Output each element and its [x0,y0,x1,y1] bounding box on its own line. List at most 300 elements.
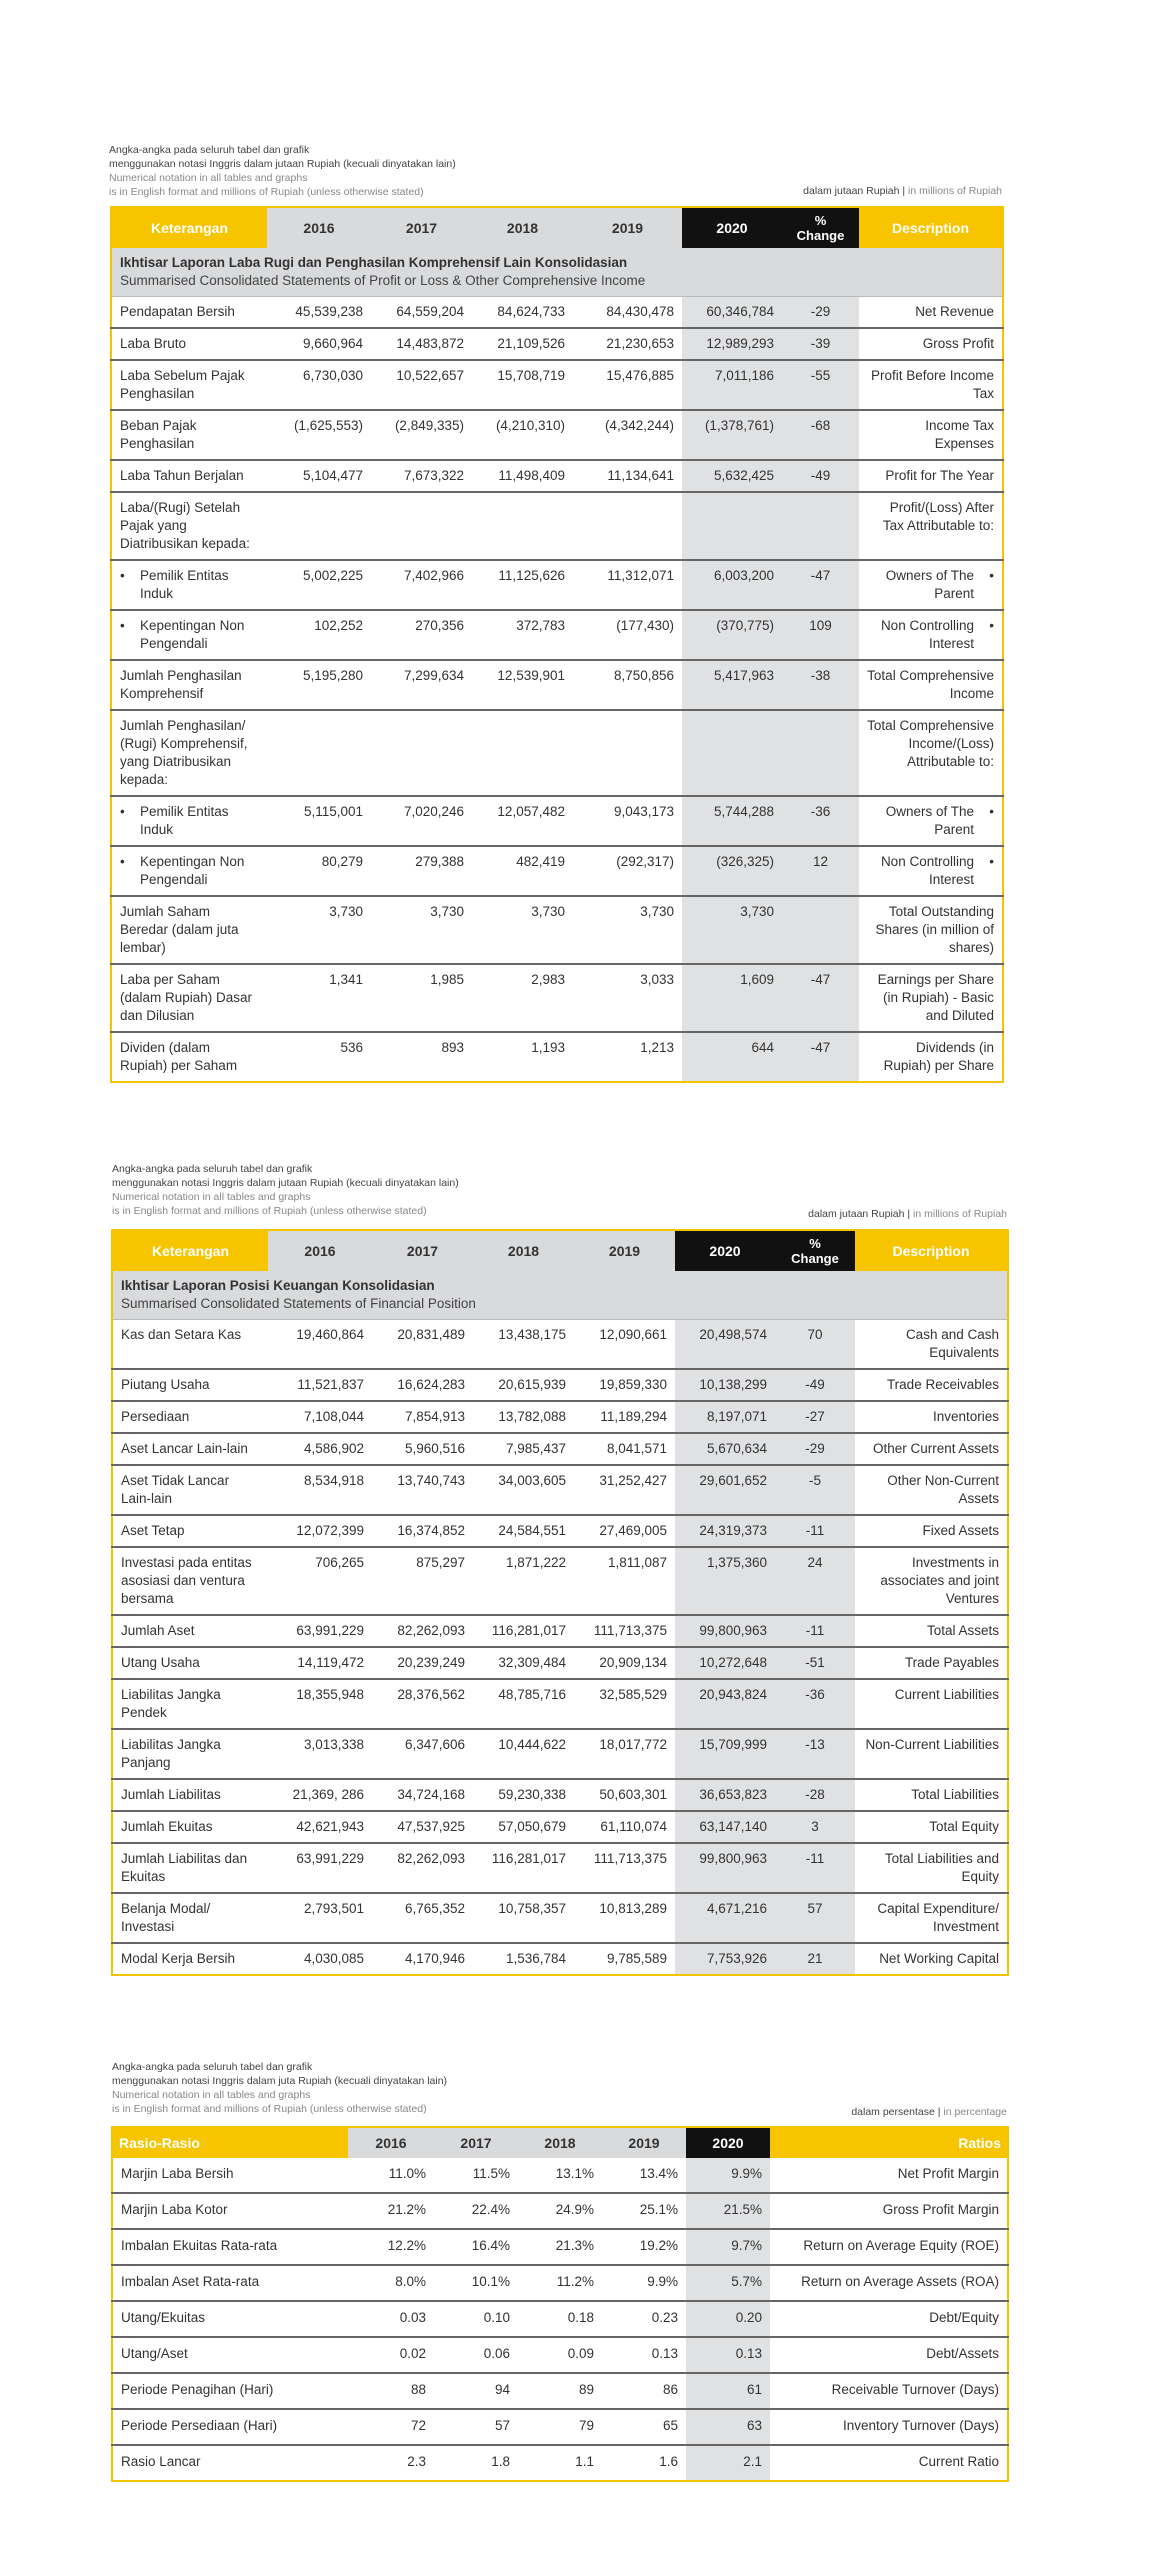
value-2018: 13,438,175 [473,1320,574,1370]
value-2020: 1,609 [682,964,782,1032]
table-row [111,964,1003,1032]
change-top: % [814,213,827,228]
col-2018: 2018 [473,1230,574,1271]
table-row [112,2193,1008,2229]
row-label-id: Liabilitas Jangka Pendek [112,1679,268,1729]
value-change [782,896,859,964]
value-2020: 1,375,360 [675,1547,775,1615]
table-row [112,1811,1008,1843]
value-2017: 1,985 [371,964,472,1032]
col-2019: 2019 [573,207,682,248]
row-label-id: Jumlah Penghasilan Komprehensif [111,660,267,710]
bullet-description [867,617,994,653]
value-2020: 24,319,373 [675,1515,775,1547]
value-2019: (177,430) [573,610,682,660]
row-label-id: Investasi pada entitas asosiasi dan ventura bersama [112,1547,268,1615]
unit-label-2 [808,1208,1007,1220]
value-2017: 6,765,352 [372,1893,473,1943]
value-change: -49 [782,460,859,492]
table-row [111,297,1003,329]
row-label-id: Pendapatan Bersih [111,297,267,329]
ratios-table [111,2126,1009,2482]
value-2019: 25.1% [602,2193,686,2229]
value-2020: 9.7% [686,2229,770,2265]
value-change [782,710,859,796]
value-2016: 12,072,399 [268,1515,372,1547]
value-2017: 7,854,913 [372,1401,473,1433]
value-2020: 10,272,648 [675,1647,775,1679]
value-2017: 4,170,946 [404,1951,465,1966]
value-2019: 13.4% [602,2158,686,2193]
value-2020: 5.7% [686,2265,770,2301]
value-2018: 1,871,222 [473,1547,574,1615]
value-2016: 63,991,229 [268,1843,372,1893]
row-label-id: Kas dan Setara Kas [112,1320,268,1370]
value-change: -49 [775,1369,855,1401]
value-2016: 2,793,501 [268,1893,372,1943]
value-2018: 1.1 [575,2454,594,2469]
table-row [112,2337,1008,2373]
col-2019: 2019 [602,2127,686,2158]
row-label-id: Beban Pajak Penghasilan [111,410,267,460]
value-2016: 7,108,044 [268,1401,372,1433]
table-row [112,1320,1008,1370]
row-label-id: Periode Persediaan (Hari) [112,2409,348,2445]
value-change: -55 [782,360,859,410]
value-2018: 84,624,733 [472,297,573,329]
value-2019: 8,041,571 [574,1433,675,1465]
bullet-icon: • [989,804,994,819]
note-line-1: Angka-angka pada seluruh tabel dan grafik [109,144,310,156]
value-2019 [573,710,682,796]
value-change: -11 [775,1843,855,1893]
note-line-4: is in English format and millions of Rupiah (unless otherwise stated) [112,2103,427,2115]
value-2018: 1,193 [531,1040,565,1055]
value-2016: 6,730,030 [267,360,371,410]
col-description: Description [855,1230,1008,1271]
section-title-row [111,248,1003,297]
value-2017: 82,262,093 [372,1843,473,1893]
value-2018: 3,730 [472,896,573,964]
ratio-rows [112,2158,1008,2481]
bullet-icon: • [120,618,125,633]
value-2020: 7,753,926 [675,1943,775,1975]
table-row [112,1433,1008,1465]
row-label-en: Earnings per Share (in Rupiah) - Basic and Diluted [859,964,1003,1032]
value-2017: 57 [434,2409,518,2445]
row-label-id: Jumlah Penghasilan/ (Rugi) Komprehensif, yang Diatribusikan kepada: [111,710,267,796]
table-row [112,1843,1008,1893]
value-2020: 21.5% [686,2193,770,2229]
value-2016: 5,104,477 [267,460,371,492]
bullet-icon: • [989,618,994,633]
table-row [112,2445,1008,2481]
row-label-en: Cash and Cash Equivalents [855,1320,1008,1370]
bullet-label [120,567,259,603]
value-2019: 12,090,661 [574,1320,675,1370]
value-2017: 7,020,246 [371,796,472,846]
row-label-en: Debt/Equity [770,2301,1008,2337]
value-2020: 5,670,634 [675,1433,775,1465]
value-2017: 1.8 [491,2454,510,2469]
row-label-en: Trade Payables [855,1647,1008,1679]
row-label-id: Periode Penagihan (Hari) [112,2373,348,2409]
row-label-en: Inventory Turnover (Days) [770,2409,1008,2445]
value-2019: 15,476,885 [573,360,682,410]
col-change [782,207,859,248]
value-2017: 0.10 [434,2301,518,2337]
row-description-text: Owners of The Parent [885,568,974,601]
value-2020: 20,943,824 [675,1679,775,1729]
value-2016: 5,195,280 [267,660,371,710]
value-2019: 1.6 [659,2454,678,2469]
value-2018: 11,125,626 [472,560,573,610]
value-2020: (326,325) [682,846,782,896]
table-row [112,1779,1008,1811]
value-change: 24 [775,1547,855,1615]
row-label-id: Aset Tetap [112,1515,268,1547]
value-2020: 6,003,200 [682,560,782,610]
value-2020: 2.1 [686,2445,770,2481]
change-bottom: Change [796,228,845,243]
table-row [112,1515,1008,1547]
value-change: -68 [782,410,859,460]
value-change: 21 [775,1943,855,1975]
row-label-id: Marjin Laba Bersih [112,2158,348,2193]
value-2018: 0.18 [518,2301,602,2337]
unit-en: in millions of Rupiah [913,1208,1007,1220]
bullet-label [120,853,259,889]
row-label-en: Net Profit Margin [770,2158,1008,2193]
value-change: -27 [775,1401,855,1433]
note-line-4: is in English format and millions of Rupiah (unless otherwise stated) [109,186,424,198]
value-2019: 21,230,653 [573,328,682,360]
value-2019: 18,017,772 [574,1729,675,1779]
row-label-en: Total Equity [855,1811,1008,1843]
col-description: Description [859,207,1003,248]
value-2020: 644 [682,1032,782,1082]
value-2019: 10,813,289 [574,1893,675,1943]
row-label-id: Laba/(Rugi) Setelah Pajak yang Diatribusikan kepada: [111,492,267,560]
value-2019: 11,189,294 [574,1401,675,1433]
value-change: -51 [775,1647,855,1679]
bullet-icon: • [989,854,994,869]
value-2016: 3,013,338 [268,1729,372,1779]
value-2016: 19,460,864 [268,1320,372,1370]
value-2017: 64,559,204 [371,297,472,329]
value-2016: 11.0% [348,2158,434,2193]
value-2020: 63,147,140 [675,1811,775,1843]
value-2020: 9.9% [686,2158,770,2193]
value-2020: 20,498,574 [675,1320,775,1370]
note-line-3: Numerical notation in all tables and graphs [112,2089,311,2101]
value-2019: 32,585,529 [574,1679,675,1729]
value-2017: 7,402,966 [371,560,472,610]
value-2019: 19,859,330 [574,1369,675,1401]
value-change: -13 [775,1729,855,1779]
value-2016: 21,369, 286 [268,1779,372,1811]
value-2018 [472,492,573,560]
value-2016: 102,252 [267,610,371,660]
row-label-id: Rasio Lancar [121,2454,201,2469]
value-2020: 7,011,186 [682,360,782,410]
value-2016: 8.0% [348,2265,434,2301]
value-2016: 45,539,238 [267,297,371,329]
table-row [111,1032,1003,1082]
value-2016: 8,534,918 [268,1465,372,1515]
row-label-en: Capital Expenditure/ Investment [855,1893,1008,1943]
value-change: 57 [775,1893,855,1943]
unit-id: dalam persentase [851,2106,935,2118]
value-2020: (1,378,761) [682,410,782,460]
bullet-description [867,567,994,603]
unit-en: in millions of Rupiah [908,185,1002,197]
value-change: -39 [782,328,859,360]
row-description-text: Non Controlling Interest [880,618,974,651]
table-header-row [112,1230,1008,1271]
col-2018: 2018 [518,2127,602,2158]
table-row [112,2373,1008,2409]
value-2018 [472,710,573,796]
value-2020 [682,492,782,560]
row-label-id: Liabilitas Jangka Panjang [112,1729,268,1779]
value-2019: 50,603,301 [574,1779,675,1811]
value-2017: 94 [434,2373,518,2409]
bullet-description [867,853,994,889]
row-label-id: Belanja Modal/ Investasi [112,1893,268,1943]
change-bottom: Change [791,1251,839,1266]
value-2017: 20,239,249 [372,1647,473,1679]
row-label-en: Net Revenue [859,297,1003,329]
value-2017: 47,537,925 [372,1811,473,1843]
value-2017: 82,262,093 [372,1615,473,1647]
value-2019: 84,430,478 [573,297,682,329]
value-2020: 60,346,784 [682,297,782,329]
row-label-en: Profit/(Loss) After Tax Attributable to: [859,492,1003,560]
value-2016: 80,279 [267,846,371,896]
value-change: 70 [775,1320,855,1370]
row-label-en [859,610,1003,660]
income-rows [111,248,1003,1082]
value-2018: 79 [518,2409,602,2445]
value-2019: 20,909,134 [574,1647,675,1679]
value-2020: 8,197,071 [675,1401,775,1433]
value-change: -36 [782,796,859,846]
value-2016: 706,265 [268,1547,372,1615]
unit-id: dalam jutaan Rupiah [803,185,900,197]
value-2017: 3,730 [371,896,472,964]
value-2019: 19.2% [602,2229,686,2265]
value-2018: 34,003,605 [473,1465,574,1515]
value-2018: 57,050,679 [473,1811,574,1843]
value-2017: 16,624,283 [372,1369,473,1401]
row-label-en: Gross Profit [859,328,1003,360]
row-label-id [111,796,267,846]
table-row [112,1647,1008,1679]
value-2020: 10,138,299 [675,1369,775,1401]
value-2019: 0.23 [602,2301,686,2337]
value-change: 109 [782,610,859,660]
section-title-id: Ikhtisar Laporan Posisi Keuangan Konsolidasian [121,1278,435,1293]
value-2018: 116,281,017 [473,1615,574,1647]
table-row [112,1615,1008,1647]
table-row [112,1729,1008,1779]
note-line-2: menggunakan notasi Inggris dalam juta Rupiah (kecuali dinyatakan lain) [112,2075,448,2087]
value-2017: 20,831,489 [372,1320,473,1370]
note-line-2: menggunakan notasi Inggris dalam jutaan Rupiah (kecuali dinyatakan lain) [109,158,456,170]
col-2020: 2020 [686,2127,770,2158]
value-2017: 270,356 [371,610,472,660]
row-description-text: Non Controlling Interest [880,854,974,887]
row-label-en: Profit for The Year [859,460,1003,492]
col-2017: 2017 [372,1230,473,1271]
row-label-id: Jumlah Ekuitas [112,1811,268,1843]
value-2018: 116,281,017 [473,1843,574,1893]
col-2017: 2017 [434,2127,518,2158]
value-2018: 2,983 [472,964,573,1032]
table-row [112,2158,1008,2193]
value-2016: 63,991,229 [268,1615,372,1647]
table-row [112,2409,1008,2445]
table-row [112,2229,1008,2265]
value-change: -28 [775,1779,855,1811]
value-2020: 0.13 [686,2337,770,2373]
bullet-icon: • [120,854,125,869]
value-2020: 0.20 [686,2301,770,2337]
value-2018: 21.3% [518,2229,602,2265]
value-2016: 5,115,001 [267,796,371,846]
row-label-id: Jumlah Liabilitas dan Ekuitas [112,1843,268,1893]
table-row [111,846,1003,896]
section-title-id: Ikhtisar Laporan Laba Rugi dan Penghasilan Komprehensif Lain Konsolidasian [120,255,628,270]
row-label-en: Total Comprehensive Income/(Loss) Attributable to: [859,710,1003,796]
value-2017 [371,710,472,796]
value-2020: 15,709,999 [675,1729,775,1779]
value-2020: 61 [686,2373,770,2409]
numeric-notation-note-2 [112,1162,459,1218]
bullet-icon: • [989,568,994,583]
row-label-en: Total Liabilities [855,1779,1008,1811]
value-change: -11 [775,1615,855,1647]
row-label-en: Return on Average Assets (ROA) [770,2265,1008,2301]
unit-id: dalam jutaan Rupiah [808,1208,905,1220]
value-2017: 28,376,562 [372,1679,473,1729]
value-2017: 13,740,743 [372,1465,473,1515]
value-2018: 15,708,719 [472,360,573,410]
value-2020: 5,744,288 [682,796,782,846]
value-2019: 8,750,856 [573,660,682,710]
value-2016: 18,355,948 [268,1679,372,1729]
table-row [111,410,1003,460]
value-2018: 24,584,551 [473,1515,574,1547]
unit-en: in percentage [943,2106,1007,2118]
row-label-id [111,610,267,660]
value-change: -38 [782,660,859,710]
value-2016: 0.03 [348,2301,434,2337]
col-2020: 2020 [682,207,782,248]
note-line-1: Angka-angka pada seluruh tabel dan grafik [112,2061,313,2073]
row-label-id [111,846,267,896]
row-label-text: Pemilik Entitas Induk [140,804,229,837]
row-label-en: Other Non-Current Assets [855,1465,1008,1515]
value-2018: 482,419 [472,846,573,896]
value-2017: 10.1% [434,2265,518,2301]
value-change: -36 [775,1679,855,1729]
value-2017: 7,673,322 [371,460,472,492]
section-title-en: Summarised Consolidated Statements of Profit or Loss & Other Comprehensive Income [120,273,646,288]
value-2018: (4,210,310) [472,410,573,460]
row-label-en: Fixed Assets [855,1515,1008,1547]
row-label-en: Current Liabilities [855,1679,1008,1729]
row-label-text: Kepentingan Non Pengendali [140,618,245,651]
table-row [111,896,1003,964]
value-2019: (292,317) [573,846,682,896]
col-rasio: Rasio-Rasio [112,2127,348,2158]
value-2018: 7,985,437 [473,1433,574,1465]
col-keterangan: Keterangan [112,1230,268,1271]
value-2019: 111,713,375 [574,1843,675,1893]
value-2017: 6,347,606 [372,1729,473,1779]
value-2020: 29,601,652 [675,1465,775,1515]
value-2016: 72 [348,2409,434,2445]
value-2018: 59,230,338 [473,1779,574,1811]
value-2017: 0.06 [434,2337,518,2373]
row-label-id: Laba Tahun Berjalan [111,460,267,492]
value-2016 [267,710,371,796]
value-2019: 65 [602,2409,686,2445]
value-2017: (2,849,335) [371,410,472,460]
row-label-en: Investments in associates and joint Ventures [855,1547,1008,1615]
numeric-notation-note-3 [112,2060,447,2116]
value-2019: 27,469,005 [574,1515,675,1547]
value-2016: 3,730 [267,896,371,964]
value-2016: 11,521,837 [268,1369,372,1401]
row-label-en: Total Liabilities and Equity [855,1843,1008,1893]
row-label-id: Modal Kerja Bersih [121,1951,236,1966]
value-2019: 61,110,074 [574,1811,675,1843]
value-2019: 1,213 [640,1040,674,1055]
value-2019: 9.9% [602,2265,686,2301]
note-line-4: is in English format and millions of Rupiah (unless otherwise stated) [112,1205,427,1217]
value-2019: 86 [602,2373,686,2409]
table-row [111,710,1003,796]
value-2019: 11,312,071 [573,560,682,610]
row-label-id: Utang Usaha [112,1647,268,1679]
value-2020: 5,417,963 [682,660,782,710]
value-2018: 13,782,088 [473,1401,574,1433]
value-2018: 1,536,784 [505,1951,566,1966]
value-2016: 42,621,943 [268,1811,372,1843]
value-2018: 10,444,622 [473,1729,574,1779]
table-row [111,328,1003,360]
value-2016: 0.02 [348,2337,434,2373]
value-2018: 10,758,357 [473,1893,574,1943]
row-label-en: Income Tax Expenses [859,410,1003,460]
row-label-text: Pemilik Entitas Induk [140,568,229,601]
value-2017: 893 [441,1040,464,1055]
value-2019: (4,342,244) [573,410,682,460]
value-2017: 11.5% [434,2158,518,2193]
value-2019: 111,713,375 [574,1615,675,1647]
col-keterangan: Keterangan [111,207,267,248]
col-2018: 2018 [472,207,573,248]
row-label-en: Inventories [855,1401,1008,1433]
value-2018: 11.2% [518,2265,602,2301]
income-statement-table [110,206,1004,1083]
row-label-en: Total Assets [855,1615,1008,1647]
row-label-en: Net Working Capital [879,1951,999,1966]
table-row [112,1401,1008,1433]
